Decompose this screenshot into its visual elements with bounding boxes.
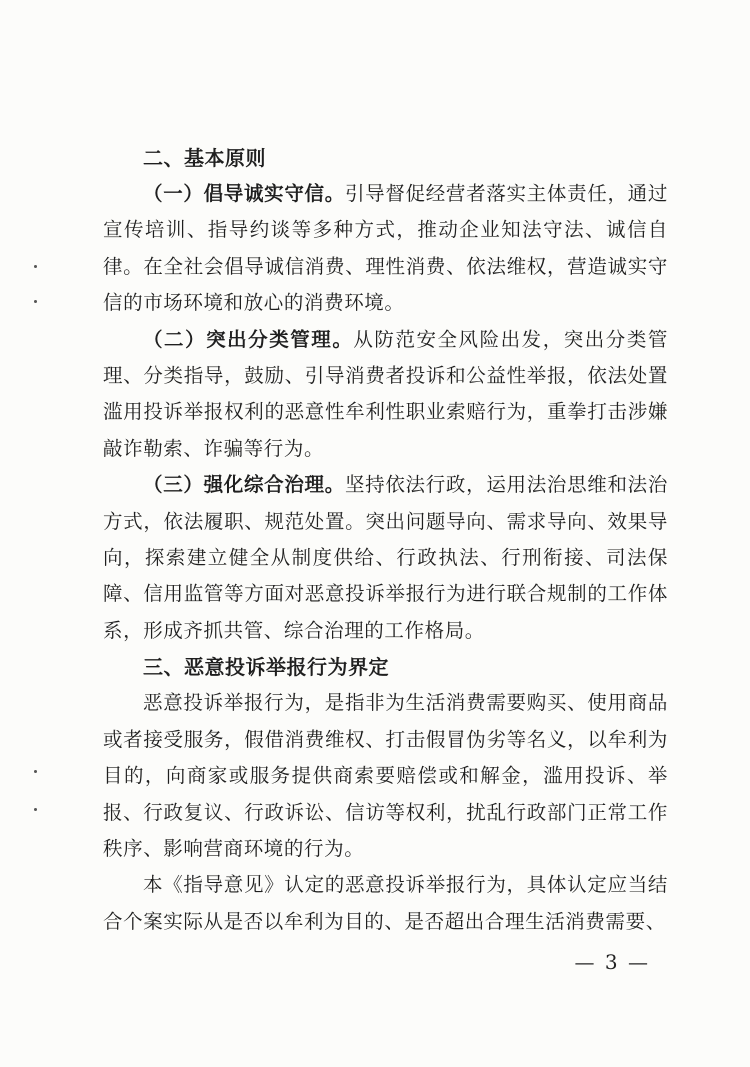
margin-mark	[34, 265, 37, 268]
paragraph-text: 从防范安全风险出发，突出分类管理、分类指导，鼓励、引导消费者投诉和公益性举报，依法处置滥用投诉举报权利的恶意性牟利性职业索赔行为，重拳打击涉嫌敲诈勒索、诈骗等行为。	[103, 327, 668, 460]
paragraph-honesty	[103, 176, 668, 322]
paragraph-governance	[103, 467, 668, 649]
paragraph-text: 引导督促经营者落实主体责任，通过宣传培训、指导约谈等多种方式，推动企业知法守法、诚信自律。在全社会倡导诚信消费、理性消费、依法维权，营造诚实守信的市场环境和放心的消费环境。	[103, 182, 668, 315]
page-number: — 3 —	[574, 950, 650, 974]
paragraph-definition: 恶意投诉举报行为，是指非为生活消费需要购买、使用商品或者接受服务，假借消费维权、打击假冒伪劣等名义，以牟利为目的，向商家或服务提供商索要赔偿或和解金，滥用投诉、举报、行政复议、行政诉讼、信访等权利，扰乱行政部门正常工作秩序、影响营商环境的行为。	[103, 691, 668, 860]
paragraph-criteria: 本《指导意见》认定的恶意投诉举报行为，具体认定应当结合个案实际从是否以牟利为目的、是否超出合理生活消费需要、	[103, 873, 668, 933]
document-body	[103, 140, 668, 940]
paragraph-lead: （三）强化综合治理。	[143, 473, 345, 497]
margin-mark	[34, 770, 37, 773]
margin-mark	[34, 300, 37, 303]
paragraph-lead: （二）突出分类管理。	[143, 327, 354, 351]
paragraph-classification	[103, 322, 668, 468]
section-heading-definition: 三、恶意投诉举报行为界定	[143, 655, 389, 680]
section-heading-principles: 二、基本原则	[143, 146, 266, 170]
paragraph-text: 坚持依法行政，运用法治思维和法治方式，依法履职、规范处置。突出问题导向、需求导向、效果导向，探索建立健全从制度供给、行政执法、行刑衔接、司法保障、信用监管等方面对恶意投诉举报行为进行联合规制的工作体系，形成齐抓共管、综合治理的工作格局。	[103, 473, 668, 642]
paragraph-lead: （一）倡导诚实守信。	[143, 182, 345, 205]
margin-mark	[34, 808, 37, 811]
